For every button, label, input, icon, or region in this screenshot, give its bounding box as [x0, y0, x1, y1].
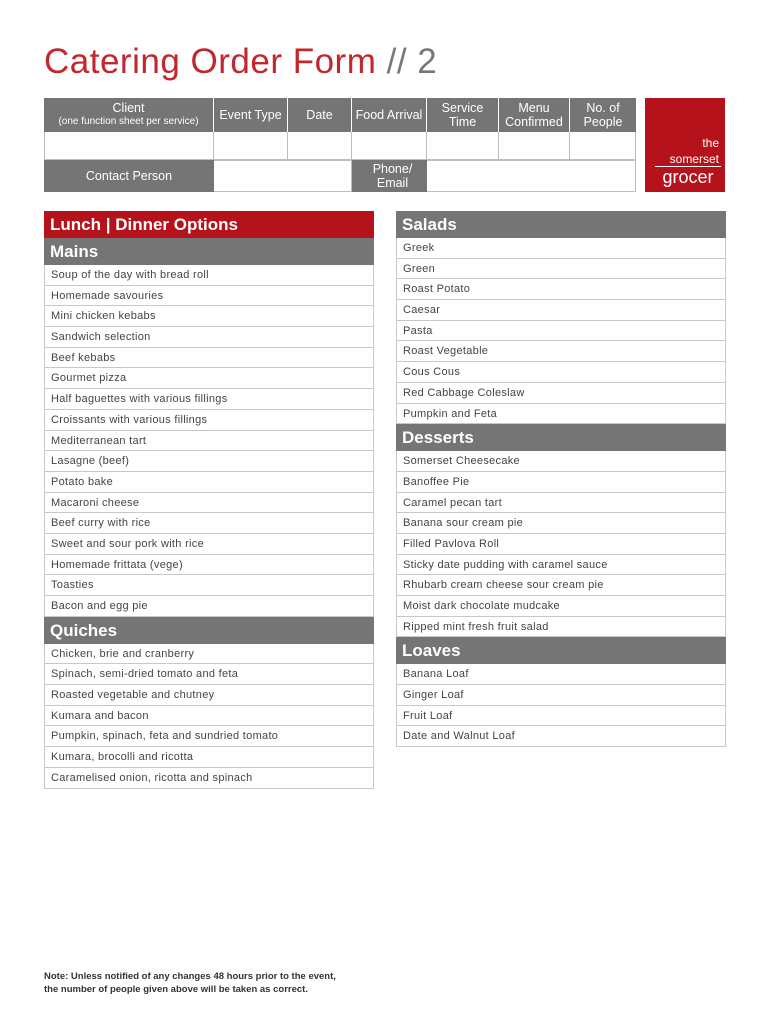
loaves-list	[396, 664, 726, 747]
menu-item[interactable]: Caesar	[396, 300, 726, 321]
menu-confirmed-header: Menu Confirmed	[499, 98, 570, 132]
menu-item[interactable]: Filled Pavlova Roll	[396, 534, 726, 555]
menu-item[interactable]: Sweet and sour pork with rice	[44, 534, 374, 555]
menu-item[interactable]: Greek	[396, 238, 726, 259]
menu-item[interactable]: Banana Loaf	[396, 664, 726, 685]
salads-heading: Salads	[396, 211, 726, 238]
menu-item[interactable]: Ginger Loaf	[396, 685, 726, 706]
footer-note	[44, 970, 336, 996]
menu-item[interactable]: Beef curry with rice	[44, 513, 374, 534]
food-arrival-field[interactable]	[352, 132, 427, 160]
num-people-field[interactable]	[570, 132, 636, 160]
menu-item[interactable]: Homemade frittata (vege)	[44, 555, 374, 576]
menu-item[interactable]: Bacon and egg pie	[44, 596, 374, 617]
event-type-header: Event Type	[214, 98, 288, 132]
menu-item[interactable]: Sandwich selection	[44, 327, 374, 348]
menu-item[interactable]: Kumara, brocolli and ricotta	[44, 747, 374, 768]
salads-list	[396, 238, 726, 424]
desserts-list	[396, 451, 726, 637]
service-time-field[interactable]	[427, 132, 499, 160]
menu-item[interactable]: Potato bake	[44, 472, 374, 493]
num-people-header: No. of People	[570, 98, 636, 132]
menu-item[interactable]: Kumara and bacon	[44, 706, 374, 727]
title-main: Catering Order Form	[44, 42, 377, 81]
menu-item[interactable]: Cous Cous	[396, 362, 726, 383]
loaves-heading: Loaves	[396, 637, 726, 664]
menu-item[interactable]: Homemade savouries	[44, 286, 374, 307]
contact-person-header: Contact Person	[44, 160, 214, 192]
menu-item[interactable]: Roast Potato	[396, 279, 726, 300]
menu-item[interactable]: Pumpkin, spinach, feta and sundried tomato	[44, 726, 374, 747]
phone-email-header: Phone/ Email	[352, 160, 427, 192]
note-line-2: the number of people given above will be taken as correct.	[44, 984, 308, 995]
food-arrival-header: Food Arrival	[352, 98, 427, 132]
menu-item[interactable]: Caramel pecan tart	[396, 493, 726, 514]
menu-item[interactable]: Half baguettes with various fillings	[44, 389, 374, 410]
menu-item[interactable]: Banoffee Pie	[396, 472, 726, 493]
menu-item[interactable]: Green	[396, 259, 726, 280]
salads-desserts-column	[396, 211, 726, 747]
menu-item[interactable]: Roasted vegetable and chutney	[44, 685, 374, 706]
logo-line-2: somerset	[669, 152, 719, 166]
menu-item[interactable]: Chicken, brie and cranberry	[44, 644, 374, 665]
menu-item[interactable]: Rhubarb cream cheese sour cream pie	[396, 575, 726, 596]
mains-heading: Mains	[44, 238, 374, 265]
menu-item[interactable]: Fruit Loaf	[396, 706, 726, 727]
menu-item[interactable]: Beef kebabs	[44, 348, 374, 369]
menu-item[interactable]: Banana sour cream pie	[396, 513, 726, 534]
title-number: 2	[417, 42, 438, 81]
menu-item[interactable]: Red Cabbage Coleslaw	[396, 383, 726, 404]
title-separator: //	[386, 42, 408, 81]
menu-item[interactable]: Spinach, semi-dried tomato and feta	[44, 664, 374, 685]
quiches-heading: Quiches	[44, 617, 374, 644]
menu-item[interactable]: Pumpkin and Feta	[396, 404, 726, 425]
menu-item[interactable]: Caramelised onion, ricotta and spinach	[44, 768, 374, 789]
menu-item[interactable]: Mediterranean tart	[44, 431, 374, 452]
client-header	[44, 98, 214, 132]
client-sublabel: (one function sheet per service)	[58, 116, 199, 127]
menu-item[interactable]: Lasagne (beef)	[44, 451, 374, 472]
page-title	[44, 42, 437, 82]
menu-item[interactable]: Toasties	[44, 575, 374, 596]
order-header-table	[44, 98, 636, 192]
date-header: Date	[288, 98, 352, 132]
event-type-field[interactable]	[214, 132, 288, 160]
menu-item[interactable]: Ripped mint fresh fruit salad	[396, 617, 726, 638]
menu-item[interactable]: Gourmet pizza	[44, 368, 374, 389]
logo-line-3: grocer	[655, 166, 721, 188]
service-time-header: Service Time	[427, 98, 499, 132]
date-field[interactable]	[288, 132, 352, 160]
menu-item[interactable]: Pasta	[396, 321, 726, 342]
menu-item[interactable]: Macaroni cheese	[44, 493, 374, 514]
logo-line-1: the	[702, 136, 719, 150]
contact-person-field[interactable]	[214, 160, 352, 192]
lunch-dinner-heading: Lunch | Dinner Options	[44, 211, 374, 238]
quiches-list	[44, 644, 374, 789]
menu-item[interactable]: Roast Vegetable	[396, 341, 726, 362]
menu-item[interactable]: Date and Walnut Loaf	[396, 726, 726, 747]
client-field[interactable]	[44, 132, 214, 160]
somerset-grocer-logo	[645, 98, 725, 192]
menu-item[interactable]: Croissants with various fillings	[44, 410, 374, 431]
note-line-1: Note: Unless notified of any changes 48 hours prior to the event,	[44, 971, 336, 982]
desserts-heading: Desserts	[396, 424, 726, 451]
menu-item[interactable]: Somerset Cheesecake	[396, 451, 726, 472]
lunch-dinner-column	[44, 211, 374, 789]
menu-item[interactable]: Moist dark chocolate mudcake	[396, 596, 726, 617]
menu-item[interactable]: Sticky date pudding with caramel sauce	[396, 555, 726, 576]
client-label: Client	[112, 101, 145, 115]
menu-item[interactable]: Mini chicken kebabs	[44, 306, 374, 327]
phone-email-field[interactable]	[427, 160, 636, 192]
menu-confirmed-field[interactable]	[499, 132, 570, 160]
menu-item[interactable]: Soup of the day with bread roll	[44, 265, 374, 286]
mains-list	[44, 265, 374, 617]
